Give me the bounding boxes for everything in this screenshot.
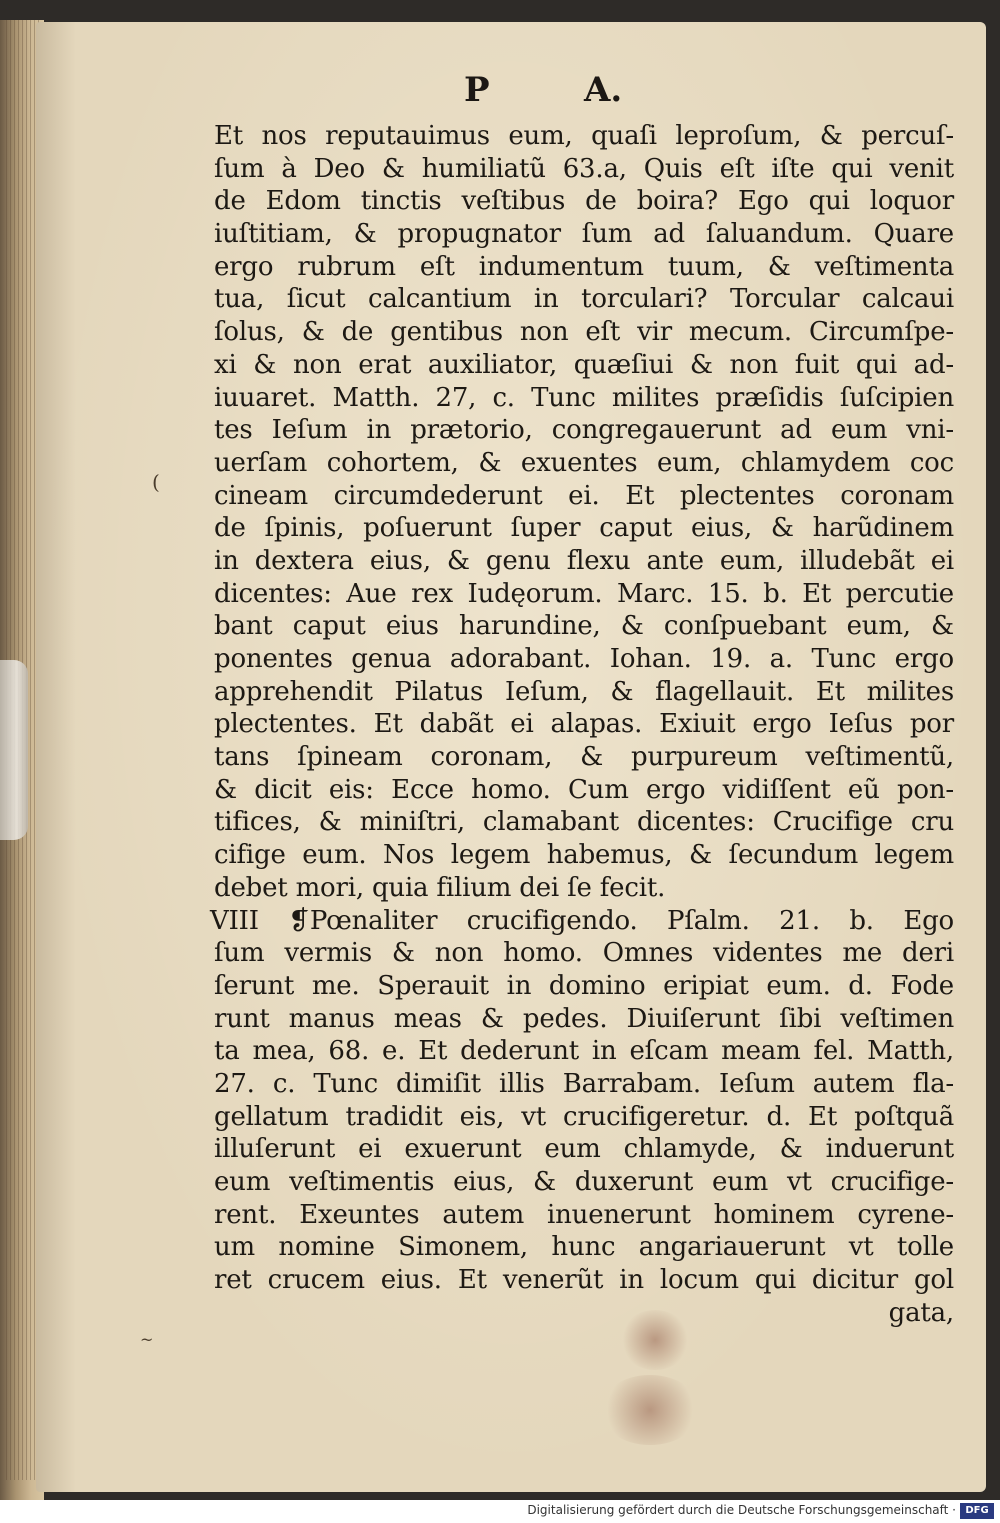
text-line: ſolus, & de gentibus non eſt vir mecum. Circumſpe-	[214, 317, 954, 348]
running-head-right: A.	[584, 70, 623, 110]
text-line: ſum vermis & non homo. Omnes videntes me deri	[214, 938, 954, 969]
catchword: gata,	[888, 1297, 954, 1328]
text-line: eum veſtimentis eius, & duxerunt eum vt crucifige-	[214, 1167, 954, 1197]
margin-flourish-mark: ~	[140, 1330, 154, 1349]
running-head	[0, 70, 1000, 110]
text-line: tua, ſicut calcantium in torculari? Torcular calcaui	[214, 284, 954, 315]
text-line: de Edom tinctis veſtibus de boira? Ego qui loquor	[214, 186, 954, 217]
footer-credit: Digitalisierung gefördert durch die Deutsche Forschungsgemeinschaft ·	[527, 1503, 956, 1517]
text-line: Et nos reputauimus eum, quaſi leproſum, & percuſ-	[214, 121, 954, 151]
text-line: tifices, & miniſtri, clamabant dicentes: Crucifige cru	[214, 807, 954, 838]
text-line: dicentes: Aue rex Iudęorum. Marc. 15. b. Et percutie	[214, 578, 954, 609]
margin-bracket-mark: (	[152, 470, 160, 494]
text-line: ta mea, 68. e. Et dederunt in eſcam meam fel. Matth,	[214, 1036, 954, 1067]
page-clip	[0, 660, 28, 840]
text-line: bant caput eius harundine, & conſpuebant eum, &	[214, 611, 954, 642]
text-line: cifige eum. Nos legem habemus, & ſecundum legem	[214, 840, 954, 871]
body-text	[210, 120, 954, 1329]
text-line: de ſpinis, poſuerunt ſuper caput eius, & harũdinem	[214, 513, 954, 544]
text-line: plectentes. Et dabãt ei alapas. Exiuit ergo Ieſus por	[214, 709, 954, 740]
dfg-logo-icon: DFG	[960, 1503, 994, 1519]
text-line: debet mori, quia filium dei ſe fecit.	[214, 872, 666, 903]
text-line: ſerunt me. Sperauit in domino eripiat eum. d. Fode	[214, 970, 954, 1001]
ink-stain-lower	[600, 1375, 700, 1445]
text-line: rent. Exeuntes autem inuenerunt hominem cyrene-	[214, 1199, 954, 1230]
text-line: VIII ❡Pœnaliter crucifigendo. Pſalm. 21. b. Ego	[210, 905, 954, 936]
text-line: ſum à Deo & humiliatũ 63.a, Quis eſt iſte qui venit	[214, 153, 954, 184]
text-line: tans ſpineam coronam, & purpureum veſtimentũ,	[214, 742, 954, 773]
text-line: in dextera eius, & genu flexu ante eum, illudebãt ei	[214, 545, 954, 576]
text-line: tes Ieſum in prætorio, congregauerunt ad eum vni-	[214, 415, 954, 446]
text-line: cineam circumdederunt ei. Et plectentes coronam	[214, 480, 954, 511]
text-line: illuſerunt ei exuerunt eum chlamyde, & induerunt	[214, 1134, 954, 1165]
text-line: iuuaret. Matth. 27, c. Tunc milites præſidis ſuſcipien	[214, 382, 954, 413]
text-line: 27. c. Tunc dimiſit illis Barrabam. Ieſum autem fla-	[214, 1068, 954, 1099]
text-line: ponentes genua adorabant. Iohan. 19. a. Tunc ergo	[214, 644, 954, 674]
text-line: ergo rubrum eſt indumentum tuum, & veſtimenta	[214, 251, 954, 282]
text-line: ret crucem eius. Et venerũt in locum qui dicitur gol	[214, 1265, 954, 1296]
text-line: runt manus meas & pedes. Diuiſerunt ſibi veſtimen	[214, 1003, 954, 1034]
text-line: iuſtitiam, & propugnator ſum ad ſaluandum. Quare	[214, 219, 954, 250]
footer-bar	[0, 1500, 1000, 1523]
text-line: uerſam cohortem, & exuentes eum, chlamydem coc	[214, 447, 954, 478]
text-line: apprehendit Pilatus Ieſum, & flagellauit. Et milites	[214, 676, 954, 707]
running-head-left: P	[464, 70, 490, 110]
text-line: xi & non erat auxiliator, quæſiui & non fuit qui ad-	[214, 349, 954, 380]
text-line: gellatum tradidit eis, vt crucifigeretur. d. Et poſtquã	[214, 1101, 954, 1132]
text-line: & dicit eis: Ecce homo. Cum ergo vidiſſent eũ pon-	[214, 774, 954, 805]
text-line: um nomine Simonem, hunc angariauerunt vt tolle	[214, 1232, 954, 1263]
